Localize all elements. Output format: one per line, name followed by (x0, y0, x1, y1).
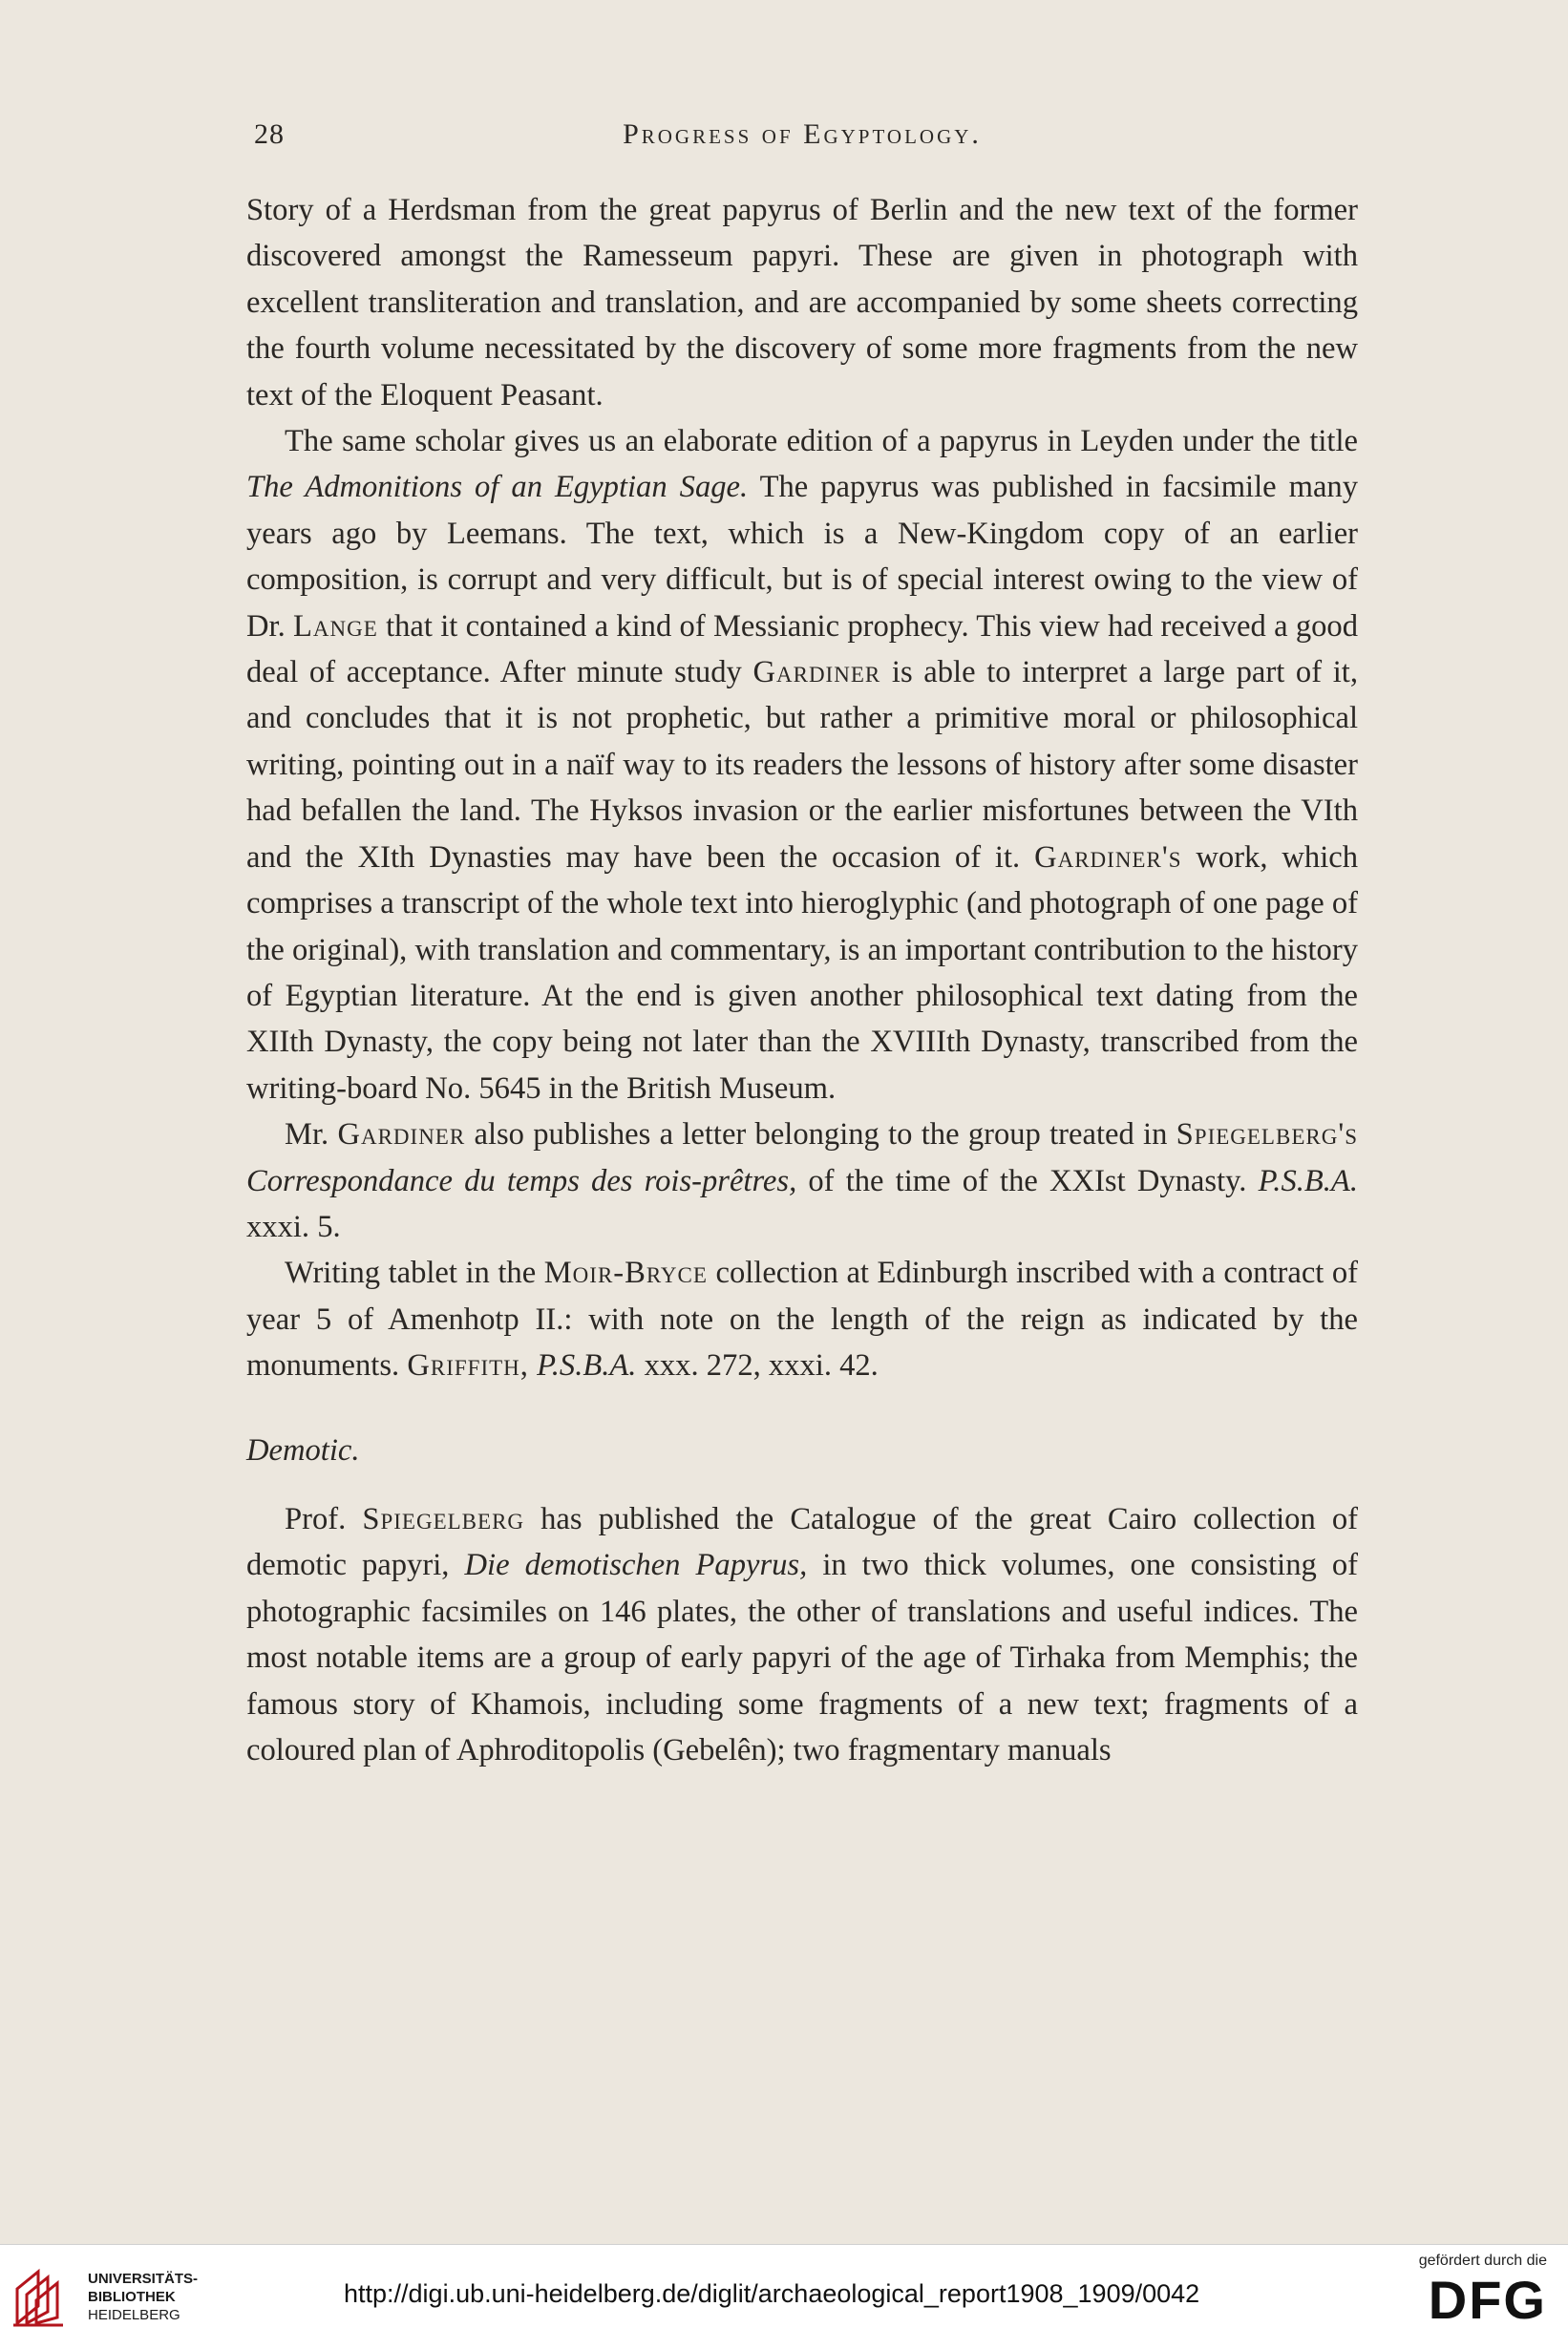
university-library-logo[interactable] (10, 2258, 201, 2335)
name-lange: Lange (293, 608, 378, 644)
running-title: Progress of Egyptology. (623, 118, 982, 150)
admonitions-title: The Admonitions of an Egyptian Sage. (246, 470, 749, 505)
name-griffith: Griffith, (407, 1348, 529, 1384)
dfg-funder-logo[interactable] (1366, 2253, 1547, 2344)
page-number: 28 (254, 118, 285, 150)
dfg-logo-mark: DFG (1428, 2270, 1547, 2330)
demotic-papyrus-title: Die demotischen Papyrus, (464, 1548, 808, 1583)
digitization-footer (0, 2244, 1568, 2349)
paragraph-4: Writing tablet in the Moir-Bryce collection at Edinburgh inscribed with a contract of year 5 of Amenhotp II.: with note on the length of the reign as indicated by the monuments. Griffith, P.S.B.A. xxx. 272, xxxi. 42. (246, 1256, 1359, 1384)
paragraph-1: Story of a Herdsman from the great papyrus of Berlin and the new text of the former discovered amongst the Ramesseum papyri. These are given in photograph with excellent transliteration and translation, and are accompanied by some sheets correcting the fourth volume necessitated by the discovery of some more fragments from the new text of the Eloquent Peasant. (246, 193, 1358, 413)
name-spiegelberg-possessive: Spiegelberg's (1176, 1117, 1358, 1153)
paragraph-3: Mr. Gardiner also publishes a letter belonging to the group treated in Spiegelberg's Correspondance du temps des rois-prêtres, of the time of the XXIst Dynasty. P.S.B.A. xxxi. 5. (246, 1117, 1358, 1244)
section-heading-demotic: Demotic. (246, 1432, 360, 1468)
page-header (246, 118, 1358, 166)
body-text (246, 187, 1358, 1773)
library-name: UNIVERSITÄTS- BIBLIOTHEK HEIDELBERG (88, 2271, 199, 2323)
funder-caption: gefördert durch die (1418, 2253, 1547, 2269)
name-moir-bryce: Moir-Bryce (543, 1256, 708, 1291)
library-emblem-icon (10, 2264, 76, 2331)
journal-ref: P.S.B.A. (1258, 1163, 1358, 1198)
name-gardiner: Gardiner (752, 655, 881, 690)
name-gardiner-possessive: Gardiner's (1034, 839, 1182, 875)
paragraph-2: The same scholar gives us an elaborate edition of a papyrus in Leyden under the title The Admonitions of an Egyptian Sage. The papyrus was published in facsimile many years ago by Leemans. The text, which is a New-Kingdom copy of an earlier composition, is corrupt and very difficult, but is of special interest owing to the view of Dr. Lange that it contained a kind of Messianic prophecy. This view had received a good deal of acceptance. After minute study Gardiner is able to interpret a large part of it, and concludes that it is not prophetic, but rather a primitive moral or philosophical writing, pointing out in a naïf way to its readers the lessons of history after some disaster had befallen the land. The Hyksos invasion or the earlier misfortunes between the VIth and the XIth Dynasties may have been the occasion of it. Gardiner's work, which comprises a transcript of the whole text into hieroglyphic (and photograph of one page of the original), with translation and commentary, is an important contribution to the history of Egyptian literature. At the end is given another philosophical text dating from the XIIth Dynasty, the copy being not later than the XVIIIth Dynasty, transcribed from the writing-board No. 5645 in the British Museum. (246, 424, 1359, 1106)
journal-ref: P.S.B.A. (537, 1348, 637, 1384)
correspondance-title: Correspondance du temps des rois-prêtres, (246, 1163, 797, 1198)
source-url-link[interactable]: http://digi.ub.uni-heidelberg.de/diglit/archaeological_report1908_1909/0042 (344, 2279, 1200, 2308)
paragraph-5: Prof. Spiegelberg has published the Catalogue of the great Cairo collection of demotic papyri, Die demotischen Papyrus, in two thick volumes, one consisting of photographic facsimiles on 146 plates, the other of translations and useful indices. The most notable items are a group of early papyri of the age of Tirhaka from Memphis; the famous story of Khamois, including some fragments of a new text; fragments of a coloured plan of Aphroditopolis (Gebelên); two fragmentary manuals (246, 1501, 1359, 1767)
name-spiegelberg: Spiegelberg (362, 1501, 525, 1536)
name-gardiner: Gardiner (337, 1117, 466, 1153)
